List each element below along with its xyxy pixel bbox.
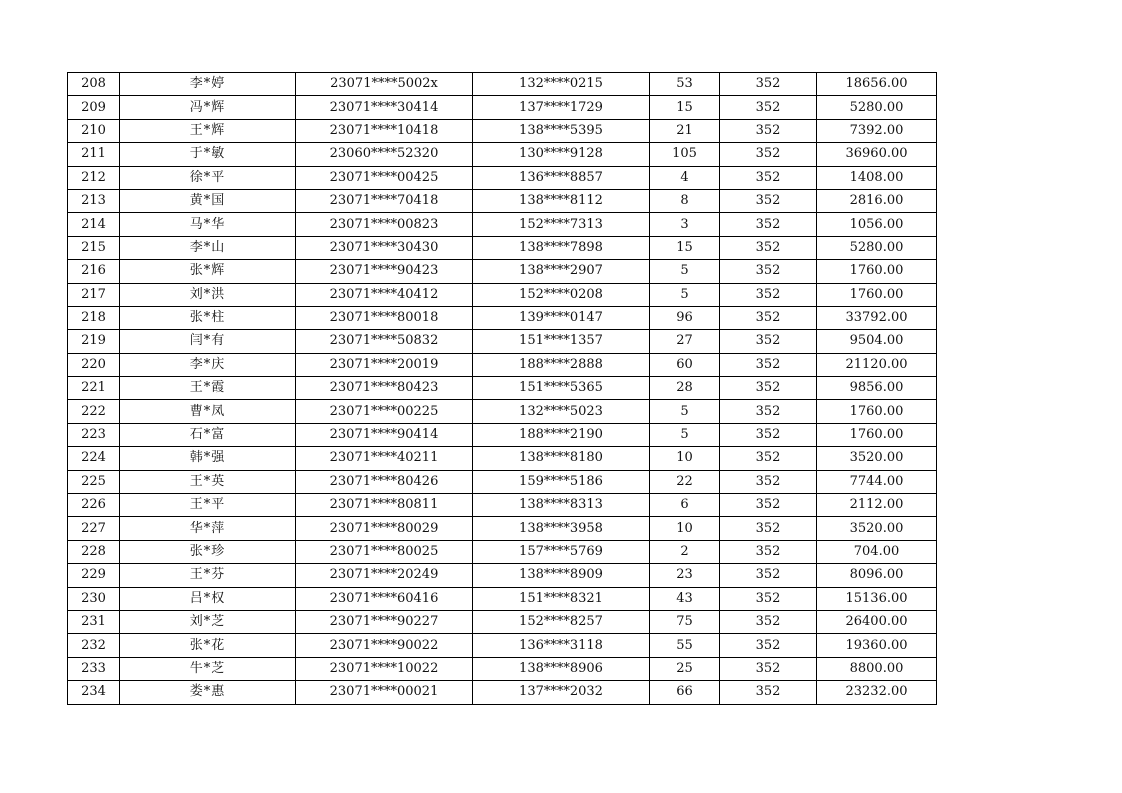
phone-cell: 138****8180: [473, 447, 650, 470]
unit-price-cell: 352: [720, 657, 817, 680]
id-number-cell: 23071****10022: [296, 657, 473, 680]
phone-cell: 139****0147: [473, 306, 650, 329]
unit-price-cell: 352: [720, 189, 817, 212]
row-number-cell: 223: [68, 423, 120, 446]
phone-cell: 138****8112: [473, 189, 650, 212]
unit-price-cell: 352: [720, 96, 817, 119]
phone-cell: 151****5365: [473, 377, 650, 400]
amount-cell: 18656.00: [817, 73, 937, 96]
name-cell: 张*柱: [120, 306, 296, 329]
quantity-cell: 15: [650, 96, 720, 119]
name-cell: 冯*辉: [120, 96, 296, 119]
row-number-cell: 232: [68, 634, 120, 657]
phone-cell: 159****5186: [473, 470, 650, 493]
table-row: [68, 119, 937, 142]
table-row: [68, 143, 937, 166]
table-row: [68, 423, 937, 446]
phone-cell: 152****0208: [473, 283, 650, 306]
table-row: [68, 517, 937, 540]
quantity-cell: 75: [650, 610, 720, 633]
row-number-cell: 218: [68, 306, 120, 329]
table-row: [68, 96, 937, 119]
row-number-cell: 217: [68, 283, 120, 306]
quantity-cell: 105: [650, 143, 720, 166]
phone-cell: 138****3958: [473, 517, 650, 540]
phone-cell: 138****8909: [473, 564, 650, 587]
row-number-cell: 209: [68, 96, 120, 119]
phone-cell: 152****7313: [473, 213, 650, 236]
row-number-cell: 213: [68, 189, 120, 212]
unit-price-cell: 352: [720, 166, 817, 189]
table-row: [68, 540, 937, 563]
quantity-cell: 60: [650, 353, 720, 376]
table-row: [68, 400, 937, 423]
unit-price-cell: 352: [720, 353, 817, 376]
phone-cell: 152****8257: [473, 610, 650, 633]
table-row: [68, 189, 937, 212]
phone-cell: 188****2190: [473, 423, 650, 446]
amount-cell: 1760.00: [817, 423, 937, 446]
amount-cell: 1056.00: [817, 213, 937, 236]
id-number-cell: 23071****80025: [296, 540, 473, 563]
phone-cell: 132****5023: [473, 400, 650, 423]
id-number-cell: 23071****80423: [296, 377, 473, 400]
row-number-cell: 228: [68, 540, 120, 563]
quantity-cell: 25: [650, 657, 720, 680]
id-number-cell: 23071****00425: [296, 166, 473, 189]
row-number-cell: 234: [68, 681, 120, 704]
table-row: [68, 166, 937, 189]
amount-cell: 36960.00: [817, 143, 937, 166]
id-number-cell: 23060****52320: [296, 143, 473, 166]
amount-cell: 1760.00: [817, 400, 937, 423]
unit-price-cell: 352: [720, 283, 817, 306]
table-row: [68, 447, 937, 470]
amount-cell: 8096.00: [817, 564, 937, 587]
name-cell: 曹*凤: [120, 400, 296, 423]
name-cell: 王*芬: [120, 564, 296, 587]
quantity-cell: 10: [650, 447, 720, 470]
name-cell: 牛*芝: [120, 657, 296, 680]
unit-price-cell: 352: [720, 400, 817, 423]
id-number-cell: 23071****00021: [296, 681, 473, 704]
quantity-cell: 28: [650, 377, 720, 400]
quantity-cell: 15: [650, 236, 720, 259]
quantity-cell: 4: [650, 166, 720, 189]
row-number-cell: 233: [68, 657, 120, 680]
unit-price-cell: 352: [720, 260, 817, 283]
row-number-cell: 212: [68, 166, 120, 189]
amount-cell: 3520.00: [817, 517, 937, 540]
phone-cell: 132****0215: [473, 73, 650, 96]
name-cell: 王*辉: [120, 119, 296, 142]
unit-price-cell: 352: [720, 610, 817, 633]
row-number-cell: 216: [68, 260, 120, 283]
name-cell: 张*花: [120, 634, 296, 657]
id-number-cell: 23071****00225: [296, 400, 473, 423]
id-number-cell: 23071****00823: [296, 213, 473, 236]
phone-cell: 157****5769: [473, 540, 650, 563]
table-row: [68, 634, 937, 657]
quantity-cell: 2: [650, 540, 720, 563]
phone-cell: 137****2032: [473, 681, 650, 704]
amount-cell: 23232.00: [817, 681, 937, 704]
amount-cell: 5280.00: [817, 96, 937, 119]
name-cell: 华*萍: [120, 517, 296, 540]
phone-cell: 138****2907: [473, 260, 650, 283]
quantity-cell: 27: [650, 330, 720, 353]
amount-cell: 704.00: [817, 540, 937, 563]
quantity-cell: 8: [650, 189, 720, 212]
row-number-cell: 231: [68, 610, 120, 633]
amount-cell: 5280.00: [817, 236, 937, 259]
quantity-cell: 55: [650, 634, 720, 657]
row-number-cell: 227: [68, 517, 120, 540]
phone-cell: 137****1729: [473, 96, 650, 119]
quantity-cell: 3: [650, 213, 720, 236]
quantity-cell: 5: [650, 283, 720, 306]
quantity-cell: 10: [650, 517, 720, 540]
id-number-cell: 23071****90227: [296, 610, 473, 633]
name-cell: 张*珍: [120, 540, 296, 563]
name-cell: 李*婷: [120, 73, 296, 96]
table-body: [68, 73, 937, 705]
row-number-cell: 208: [68, 73, 120, 96]
row-number-cell: 222: [68, 400, 120, 423]
name-cell: 闫*有: [120, 330, 296, 353]
name-cell: 刘*芝: [120, 610, 296, 633]
table-row: [68, 470, 937, 493]
unit-price-cell: 352: [720, 564, 817, 587]
row-number-cell: 226: [68, 494, 120, 517]
unit-price-cell: 352: [720, 236, 817, 259]
row-number-cell: 215: [68, 236, 120, 259]
name-cell: 黄*国: [120, 189, 296, 212]
amount-cell: 9504.00: [817, 330, 937, 353]
amount-cell: 1760.00: [817, 283, 937, 306]
table-row: [68, 610, 937, 633]
id-number-cell: 23071****40412: [296, 283, 473, 306]
row-number-cell: 224: [68, 447, 120, 470]
unit-price-cell: 352: [720, 213, 817, 236]
unit-price-cell: 352: [720, 540, 817, 563]
id-number-cell: 23071****90414: [296, 423, 473, 446]
id-number-cell: 23071****30430: [296, 236, 473, 259]
amount-cell: 33792.00: [817, 306, 937, 329]
row-number-cell: 210: [68, 119, 120, 142]
quantity-cell: 21: [650, 119, 720, 142]
table-row: [68, 353, 937, 376]
row-number-cell: 225: [68, 470, 120, 493]
name-cell: 李*庆: [120, 353, 296, 376]
name-cell: 马*华: [120, 213, 296, 236]
quantity-cell: 96: [650, 306, 720, 329]
quantity-cell: 43: [650, 587, 720, 610]
amount-cell: 7744.00: [817, 470, 937, 493]
quantity-cell: 6: [650, 494, 720, 517]
name-cell: 娄*惠: [120, 681, 296, 704]
id-number-cell: 23071****80018: [296, 306, 473, 329]
phone-cell: 138****8313: [473, 494, 650, 517]
unit-price-cell: 352: [720, 634, 817, 657]
name-cell: 徐*平: [120, 166, 296, 189]
quantity-cell: 5: [650, 400, 720, 423]
unit-price-cell: 352: [720, 143, 817, 166]
row-number-cell: 219: [68, 330, 120, 353]
id-number-cell: 23071****10418: [296, 119, 473, 142]
id-number-cell: 23071****50832: [296, 330, 473, 353]
row-number-cell: 214: [68, 213, 120, 236]
phone-cell: 130****9128: [473, 143, 650, 166]
id-number-cell: 23071****80811: [296, 494, 473, 517]
amount-cell: 3520.00: [817, 447, 937, 470]
table-row: [68, 236, 937, 259]
name-cell: 王*英: [120, 470, 296, 493]
name-cell: 王*平: [120, 494, 296, 517]
row-number-cell: 221: [68, 377, 120, 400]
name-cell: 吕*权: [120, 587, 296, 610]
quantity-cell: 5: [650, 423, 720, 446]
table-row: [68, 73, 937, 96]
phone-cell: 136****3118: [473, 634, 650, 657]
table-row: [68, 657, 937, 680]
table-row: [68, 587, 937, 610]
table-row: [68, 213, 937, 236]
amount-cell: 9856.00: [817, 377, 937, 400]
id-number-cell: 23071****90423: [296, 260, 473, 283]
name-cell: 李*山: [120, 236, 296, 259]
row-number-cell: 220: [68, 353, 120, 376]
quantity-cell: 5: [650, 260, 720, 283]
unit-price-cell: 352: [720, 377, 817, 400]
unit-price-cell: 352: [720, 494, 817, 517]
table-row: [68, 306, 937, 329]
table-row: [68, 260, 937, 283]
unit-price-cell: 352: [720, 447, 817, 470]
data-table: [67, 72, 937, 705]
id-number-cell: 23071****80426: [296, 470, 473, 493]
phone-cell: 151****1357: [473, 330, 650, 353]
phone-cell: 151****8321: [473, 587, 650, 610]
amount-cell: 1760.00: [817, 260, 937, 283]
name-cell: 刘*洪: [120, 283, 296, 306]
phone-cell: 138****5395: [473, 119, 650, 142]
unit-price-cell: 352: [720, 119, 817, 142]
unit-price-cell: 352: [720, 517, 817, 540]
id-number-cell: 23071****30414: [296, 96, 473, 119]
id-number-cell: 23071****40211: [296, 447, 473, 470]
unit-price-cell: 352: [720, 330, 817, 353]
phone-cell: 138****8906: [473, 657, 650, 680]
unit-price-cell: 352: [720, 73, 817, 96]
phone-cell: 136****8857: [473, 166, 650, 189]
amount-cell: 26400.00: [817, 610, 937, 633]
row-number-cell: 211: [68, 143, 120, 166]
table-row: [68, 283, 937, 306]
amount-cell: 8800.00: [817, 657, 937, 680]
id-number-cell: 23071****20249: [296, 564, 473, 587]
row-number-cell: 229: [68, 564, 120, 587]
unit-price-cell: 352: [720, 587, 817, 610]
id-number-cell: 23071****70418: [296, 189, 473, 212]
id-number-cell: 23071****5002x: [296, 73, 473, 96]
amount-cell: 7392.00: [817, 119, 937, 142]
name-cell: 于*敏: [120, 143, 296, 166]
amount-cell: 15136.00: [817, 587, 937, 610]
quantity-cell: 22: [650, 470, 720, 493]
table-row: [68, 377, 937, 400]
table-row: [68, 681, 937, 704]
id-number-cell: 23071****90022: [296, 634, 473, 657]
table-row: [68, 564, 937, 587]
name-cell: 石*富: [120, 423, 296, 446]
unit-price-cell: 352: [720, 681, 817, 704]
row-number-cell: 230: [68, 587, 120, 610]
quantity-cell: 23: [650, 564, 720, 587]
amount-cell: 2112.00: [817, 494, 937, 517]
table-row: [68, 494, 937, 517]
phone-cell: 138****7898: [473, 236, 650, 259]
unit-price-cell: 352: [720, 470, 817, 493]
phone-cell: 188****2888: [473, 353, 650, 376]
id-number-cell: 23071****20019: [296, 353, 473, 376]
amount-cell: 2816.00: [817, 189, 937, 212]
quantity-cell: 66: [650, 681, 720, 704]
id-number-cell: 23071****60416: [296, 587, 473, 610]
name-cell: 张*辉: [120, 260, 296, 283]
amount-cell: 21120.00: [817, 353, 937, 376]
amount-cell: 1408.00: [817, 166, 937, 189]
quantity-cell: 53: [650, 73, 720, 96]
table-row: [68, 330, 937, 353]
name-cell: 王*霞: [120, 377, 296, 400]
name-cell: 韩*强: [120, 447, 296, 470]
amount-cell: 19360.00: [817, 634, 937, 657]
id-number-cell: 23071****80029: [296, 517, 473, 540]
unit-price-cell: 352: [720, 306, 817, 329]
unit-price-cell: 352: [720, 423, 817, 446]
